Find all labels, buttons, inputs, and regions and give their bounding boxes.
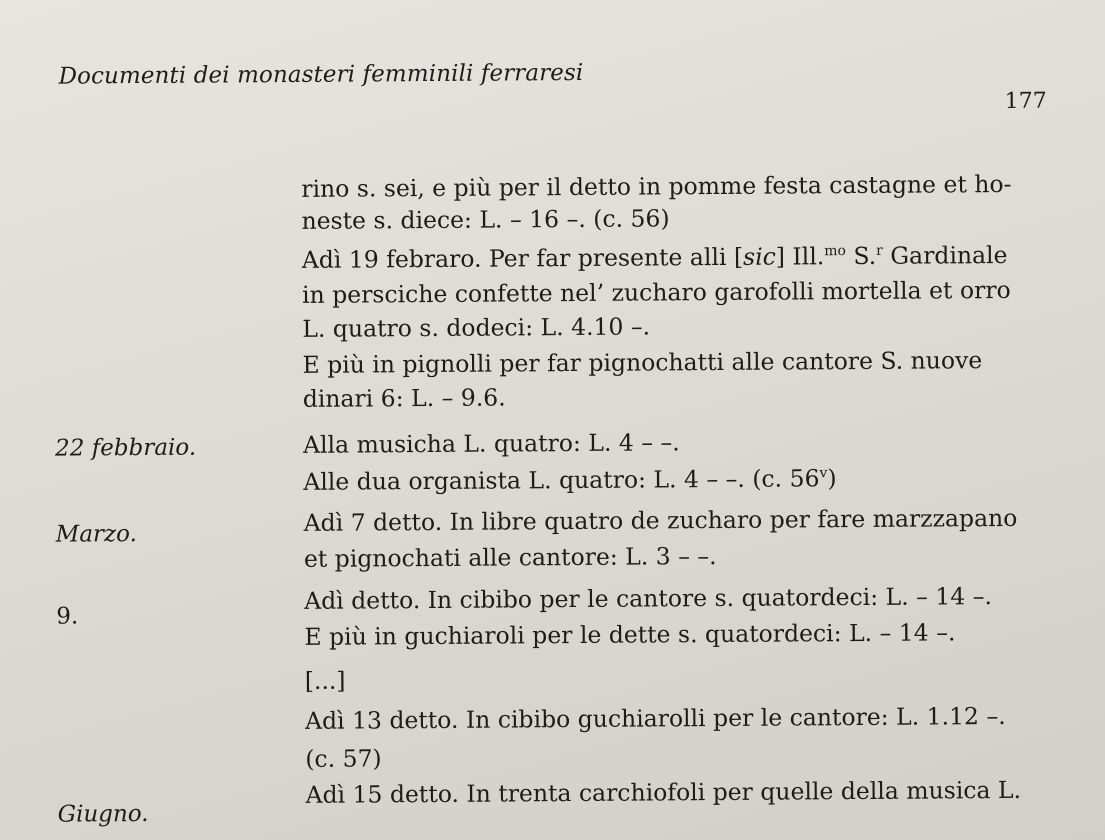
text-line: Adì 13 detto. In cibibo guchiarolli per le cantore: L. 1.12 –.: [304, 701, 1006, 735]
margin-date: Giugno.: [57, 800, 149, 828]
text-line: dinari 6: L. – 9.6.: [302, 383, 506, 413]
text-fragment: Adì 19 febraro. Per far presente alli [: [301, 242, 744, 274]
text-line: [301, 240, 1008, 274]
text-line: [303, 466, 836, 494]
text-line: L. quatro s. dodeci: L. 4.10 –.: [302, 312, 651, 343]
text-fragment: Alle dua organista L. quatro: L. 4 – –. (c. 56: [303, 464, 820, 496]
text-line: [...]: [304, 666, 346, 695]
text-line: et pignochati alle cantore: L. 3 – –.: [303, 542, 717, 573]
margin-date: Marzo.: [55, 521, 137, 548]
page-number: 177: [1004, 88, 1047, 114]
superscript: r: [876, 242, 883, 259]
text-line: neste s. diece: L. – 16 –. (c. 56): [301, 204, 670, 235]
text-fragment: ] Ill.: [775, 242, 825, 271]
text-line: Adì 7 detto. In libre quatro de zucharo per fare marzzapano: [303, 503, 1018, 537]
text-line: Adì detto. In cibibo per le cantore s. quatordeci: L. – 14 –.: [304, 582, 993, 615]
text-line: in persciche confette nel’ zucharo garofolli mortella et orro: [301, 275, 1011, 309]
sic-annotation: sic: [742, 242, 776, 271]
text-fragment: Gardinale: [882, 240, 1008, 270]
running-title: Documenti dei monasteri femminili ferraresi: [58, 59, 584, 90]
text-line: E più in guchiaroli per le dette s. quatordeci: L. – 14 –.: [304, 618, 956, 651]
text-fragment: S.: [845, 241, 877, 271]
text-line: E più in pignolli per far pignochatti alle cantore S. nuove: [302, 346, 983, 379]
text-line: (c. 57): [305, 744, 382, 773]
superscript: mo: [824, 243, 847, 260]
margin-date: 22 febbraio.: [55, 434, 197, 462]
text-line: Alla musicha L. quatro: L. 4 – –.: [303, 428, 680, 459]
superscript: v: [819, 465, 828, 482]
margin-date: 9.: [56, 603, 79, 630]
text-fragment: ): [827, 464, 837, 493]
text-line: Adì 15 detto. In trenta carchiofoli per quelle della musica L.: [305, 775, 1022, 809]
text-line: rino s. sei, e più per il detto in pomme festa castagne et ho-: [301, 169, 1012, 203]
